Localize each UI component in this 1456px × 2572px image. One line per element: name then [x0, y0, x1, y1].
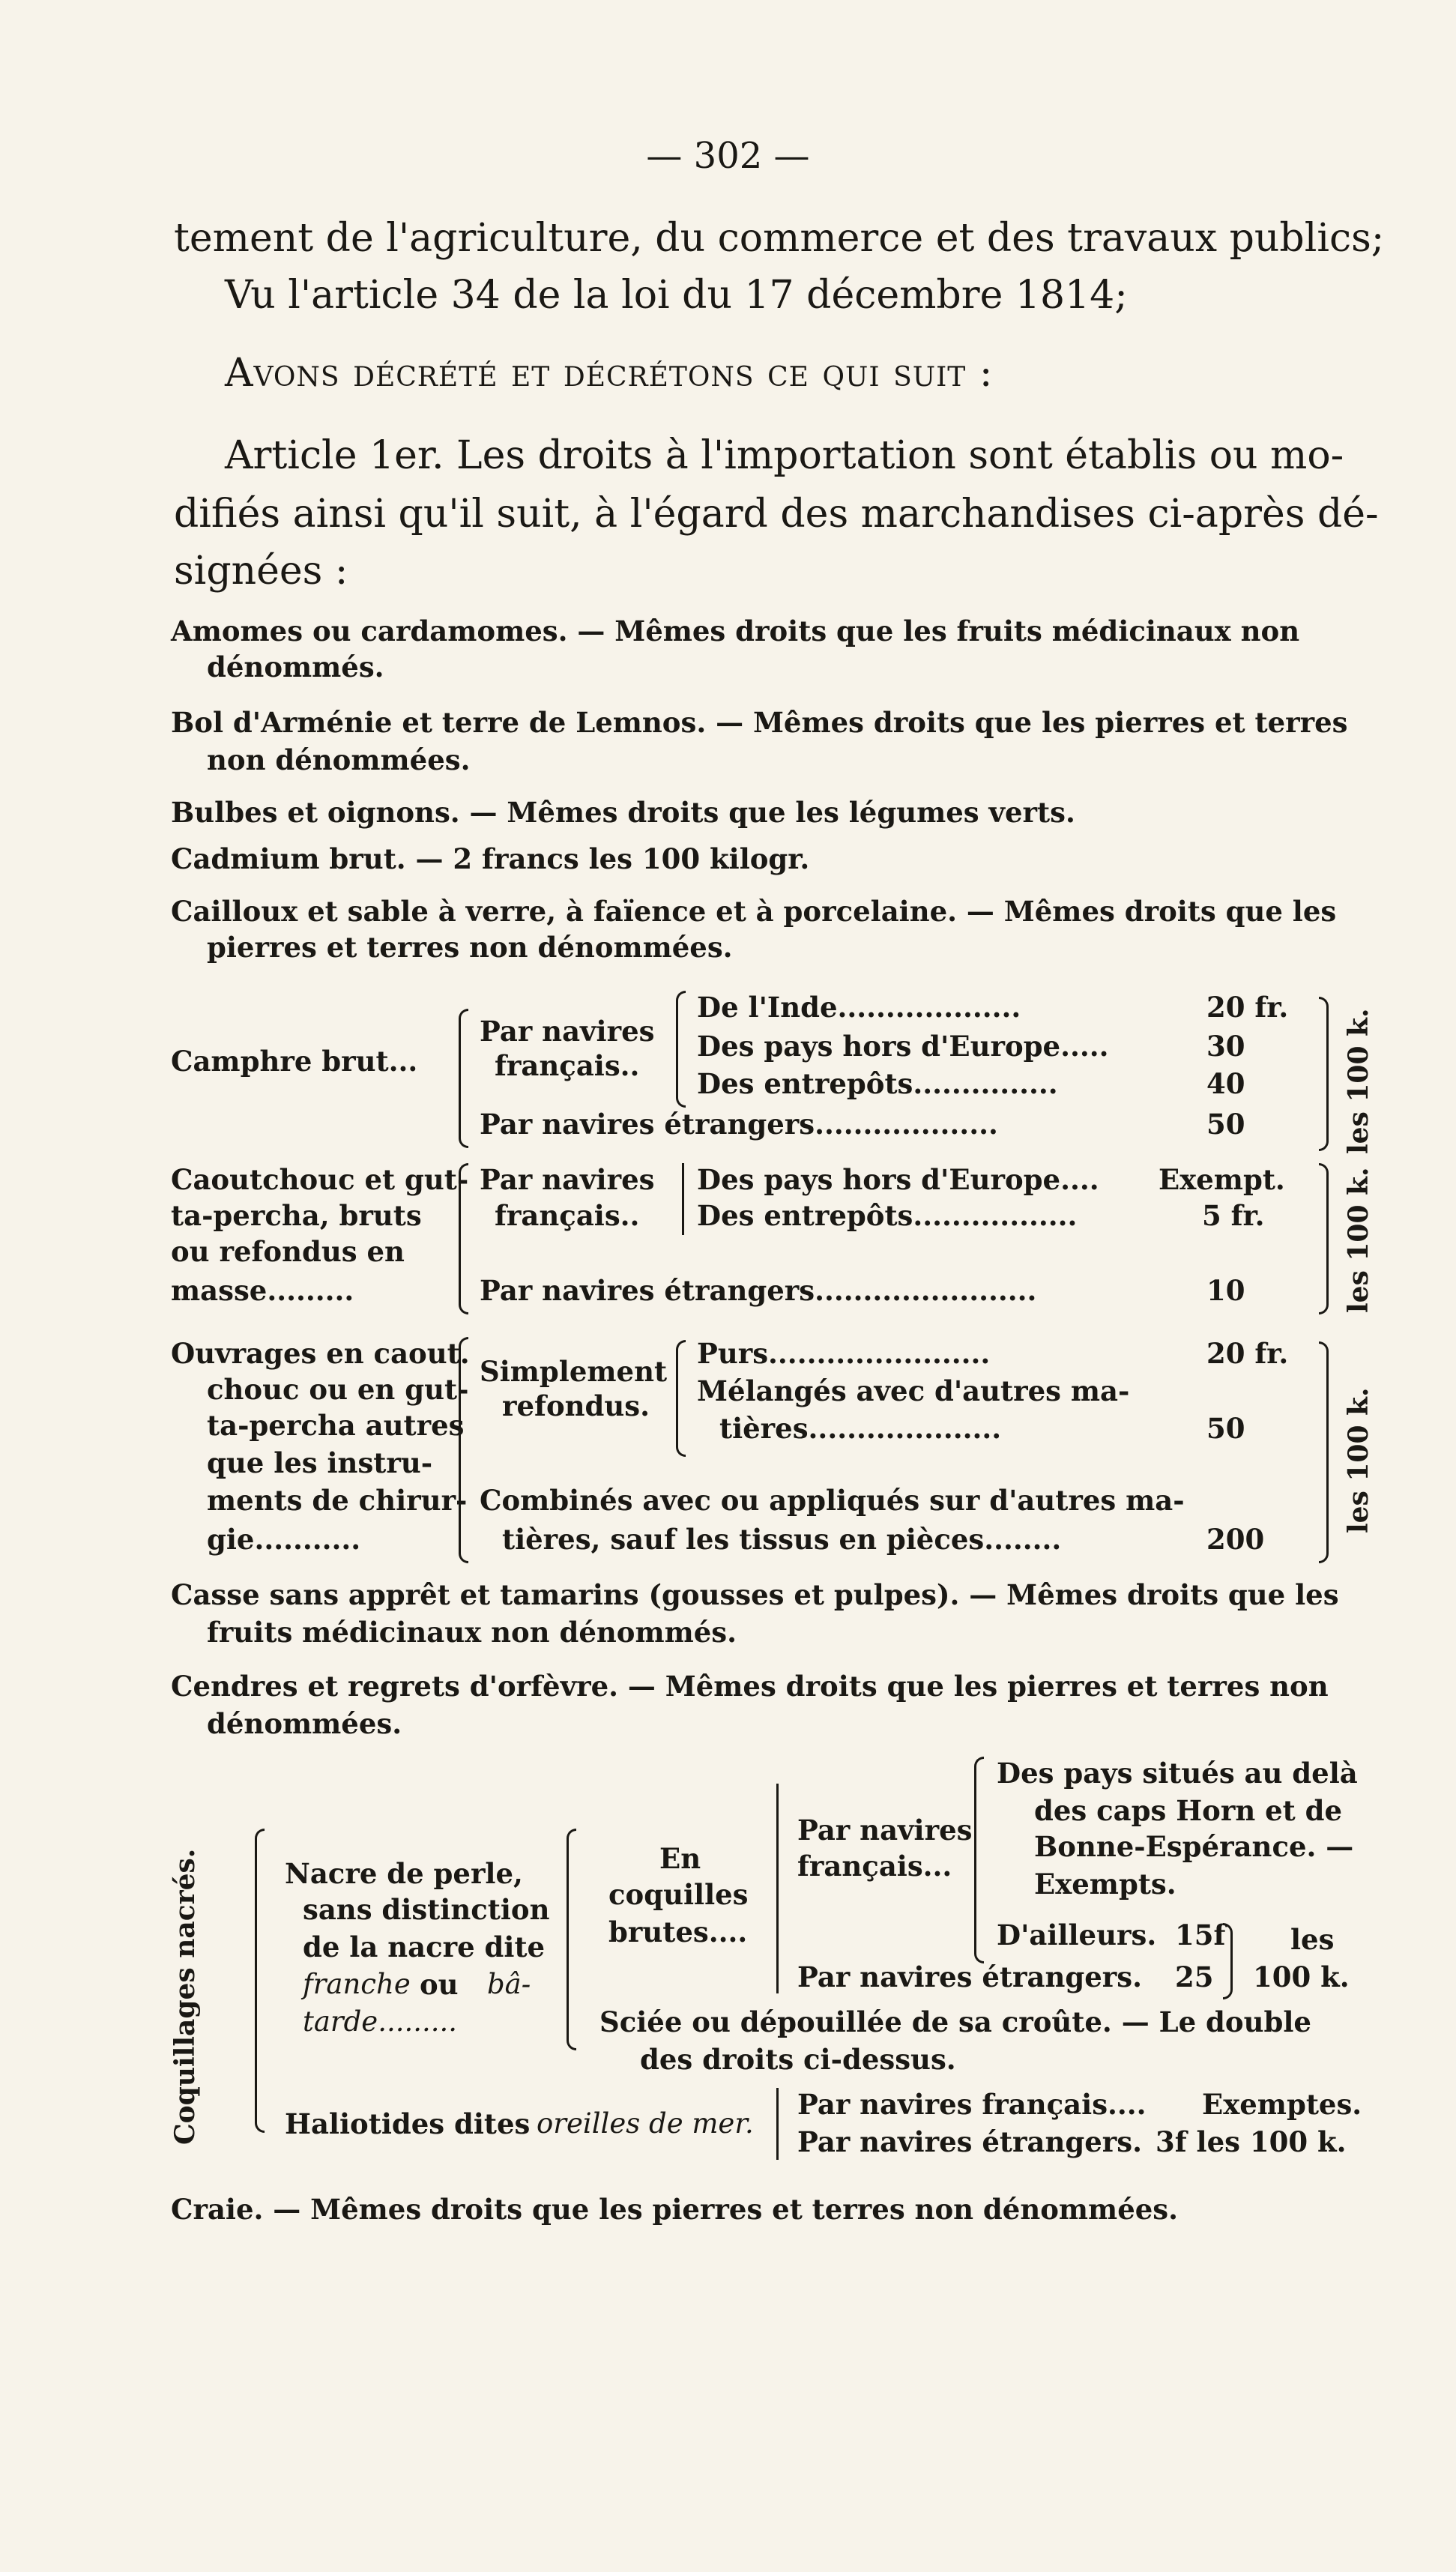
ouv-unit-brace: [1319, 1341, 1329, 1563]
ouv-l5: ments de chirur-: [207, 1484, 468, 1517]
ouv-l6: gie...........: [207, 1523, 361, 1556]
coq-nacre-4c: bâ-: [487, 1968, 531, 2000]
coq-en-1: En: [659, 1842, 701, 1875]
ouv-simple-brace: [676, 1340, 686, 1457]
coq-en-3: brutes....: [608, 1916, 748, 1948]
coquillages-side-label: Coquillages nacrés.: [169, 1848, 201, 2145]
entry-cendres: Cendres et regrets d'orfèvre. — Mêmes droits que les pierres et terres non: [171, 1670, 1329, 1703]
coq-unit-brace: [1223, 1923, 1233, 1999]
coq-ail-val: 15f: [1175, 1919, 1226, 1951]
ouv-l2: chouc ou en gut-: [207, 1373, 469, 1406]
caout-l3: ou refondus en: [171, 1235, 405, 1268]
page-number: — 302 —: [646, 135, 810, 177]
coq-parnav-2: français...: [797, 1850, 952, 1883]
coq-hal-2: oreilles de mer.: [537, 2107, 754, 2140]
entry-amomes-cont: dénommés.: [207, 650, 384, 683]
entry-craie: Craie. — Mêmes droits que les pierres et terres non dénommées.: [171, 2193, 1178, 2226]
entry-cailloux-cont: pierres et terres non dénommées.: [207, 931, 733, 964]
coq-etr-label: Par navires étrangers.: [797, 1960, 1142, 1993]
caout-unit-brace: [1319, 1163, 1329, 1314]
entry-bol: Bol d'Arménie et terre de Lemnos. — Mêmes droits que les pierres et terres: [171, 706, 1348, 739]
caout-r2-label: Des entrepôts.................: [697, 1199, 1078, 1232]
camphre-nav-fr-1: Par navires: [480, 1015, 655, 1048]
coq-parnav-brace: [974, 1757, 984, 1963]
coq-nacre-1: Nacre de perle,: [285, 1857, 523, 1890]
ouv-unit: les 100 k.: [1343, 1387, 1374, 1533]
camphre-r3-val: 40: [1206, 1067, 1245, 1100]
camphre-fr-brace: [676, 991, 686, 1108]
decree-line: Avons décrété et décrétons ce qui suit :: [225, 351, 994, 396]
camphre-unit-brace: [1319, 997, 1329, 1151]
camphre-label: Camphre brut...: [171, 1045, 418, 1078]
ouv-comb-1: Combinés avec ou appliqués sur d'autres ma-: [480, 1484, 1185, 1517]
coq-en-2: coquilles: [608, 1878, 749, 1911]
camphre-nav-fr-2: français..: [495, 1049, 640, 1082]
caout-r1-label: Des pays hors d'Europe....: [697, 1163, 1099, 1196]
entry-casse-cont: fruits médicinaux non dénommés.: [207, 1616, 737, 1649]
entry-amomes: Amomes ou cardamomes. — Mêmes droits que les fruits médicinaux non: [171, 615, 1300, 647]
coq-nacre-2: sans distinction: [303, 1893, 550, 1926]
camphre-r1-label: De l'Inde...................: [697, 991, 1021, 1024]
article-line-1: Article 1er. Les droits à l'importation sont établis ou mo-: [225, 433, 1344, 478]
coq-nacre-4: franche: [303, 1968, 411, 2000]
ouv-simple-1: Simplement: [480, 1355, 668, 1388]
entry-bulbes: Bulbes et oignons. — Mêmes droits que les légumes verts.: [171, 796, 1075, 829]
entry-cailloux: Cailloux et sable à verre, à faïence et à porcelaine. — Mêmes droits que les: [171, 895, 1337, 928]
ouv-r1-label: Purs.......................: [697, 1337, 991, 1370]
coq-parnav-1: Par navires: [797, 1814, 973, 1847]
coq-dp-3: Bonne-Espérance. —: [1034, 1830, 1354, 1863]
ouv-r1-val: 20 fr.: [1206, 1337, 1289, 1370]
ouv-l1: Ouvrages en caout.: [171, 1337, 470, 1370]
coq-en-rule: [776, 1784, 779, 1993]
camphre-r1-val: 20 fr.: [1206, 991, 1289, 1024]
caout-nav-fr-1: Par navires: [480, 1163, 655, 1196]
ouv-brace: [459, 1337, 468, 1563]
ouv-l4: que les instru-: [207, 1446, 433, 1479]
coq-unit-2: 100 k.: [1253, 1960, 1350, 1993]
caout-fr-rule: [682, 1163, 684, 1235]
ouv-r2a: Mélangés avec d'autres ma-: [697, 1374, 1130, 1407]
intro-line-1: tement de l'agriculture, du commerce et des travaux publics;: [174, 216, 1385, 261]
coq-hal-rule: [776, 2088, 779, 2160]
caout-r3-label: Par navires étrangers.......................: [480, 1274, 1037, 1307]
caout-brace: [459, 1163, 468, 1314]
caout-r2-val: 5 fr.: [1202, 1199, 1265, 1232]
camphre-r4-val: 50: [1206, 1108, 1245, 1141]
article-line-3: signées :: [174, 549, 348, 594]
entry-cadmium: Cadmium brut. — 2 francs les 100 kilogr.: [171, 842, 810, 875]
ouv-comb-2: tières, sauf les tissus en pièces........: [502, 1523, 1062, 1556]
coq-ail-label: D'ailleurs.: [997, 1919, 1157, 1951]
caout-l1: Caoutchouc et gut-: [171, 1163, 469, 1196]
coq-hal-etr: Par navires étrangers.: [797, 2125, 1142, 2158]
caout-r3-val: 10: [1206, 1274, 1245, 1307]
camphre-brace: [459, 1009, 468, 1148]
coq-hal-fr-val: Exemptes.: [1202, 2088, 1362, 2121]
coq-etr-val: 25: [1175, 1960, 1214, 1993]
coq-sciee-2: des droits ci-dessus.: [640, 2043, 956, 2076]
entry-cendres-cont: dénommées.: [207, 1707, 402, 1740]
coq-hal-fr: Par navires français....: [797, 2088, 1147, 2121]
coq-dp-1: Des pays situés au delà: [997, 1757, 1358, 1790]
camphre-r2-val: 30: [1206, 1030, 1245, 1063]
camphre-r4-label: Par navires étrangers...................: [480, 1108, 998, 1141]
intro-line-2: Vu l'article 34 de la loi du 17 décembre 1814;: [225, 273, 1128, 318]
caout-unit: les 100 k.: [1343, 1167, 1374, 1313]
caout-l2: ta-percha, bruts: [171, 1199, 422, 1232]
coq-nacre-brace: [567, 1829, 576, 2050]
ouv-l3: ta-percha autres: [207, 1409, 465, 1442]
entry-bol-cont: non dénommées.: [207, 743, 471, 776]
camphre-unit: les 100 k.: [1343, 1008, 1374, 1154]
coq-unit-1: les: [1290, 1923, 1335, 1956]
entry-casse: Casse sans apprêt et tamarins (gousses et pulpes). — Mêmes droits que les: [171, 1578, 1339, 1611]
caout-nav-fr-2: français..: [495, 1199, 640, 1232]
coq-nacre-3: de la nacre dite: [303, 1930, 546, 1963]
caout-l4: masse.........: [171, 1274, 354, 1307]
coq-nacre-5: tarde.........: [303, 2005, 458, 2038]
camphre-r2-label: Des pays hors d'Europe.....: [697, 1030, 1109, 1063]
ouv-r2b-val: 50: [1206, 1412, 1245, 1445]
coq-nacre-4b: ou: [420, 1968, 459, 2001]
coq-hal-etr-val: 3f les 100 k.: [1156, 2125, 1347, 2158]
coq-sciee-1: Sciée ou dépouillée de sa croûte. — Le double: [599, 2005, 1311, 2038]
article-line-2: difiés ainsi qu'il suit, à l'égard des marchandises ci-après dé-: [174, 492, 1379, 537]
coq-hal-1: Haliotides dites: [285, 2107, 531, 2140]
ouv-comb-val: 200: [1206, 1523, 1265, 1556]
coq-dp-2: des caps Horn et de: [1034, 1794, 1343, 1827]
ouv-r2b-label: tières....................: [719, 1412, 1002, 1445]
camphre-r3-label: Des entrepôts...............: [697, 1067, 1058, 1100]
ouv-simple-2: refondus.: [502, 1389, 650, 1422]
coq-side-brace: [255, 1829, 265, 2133]
coq-dp-4: Exempts.: [1034, 1868, 1176, 1901]
caout-r1-val: Exempt.: [1159, 1163, 1285, 1196]
